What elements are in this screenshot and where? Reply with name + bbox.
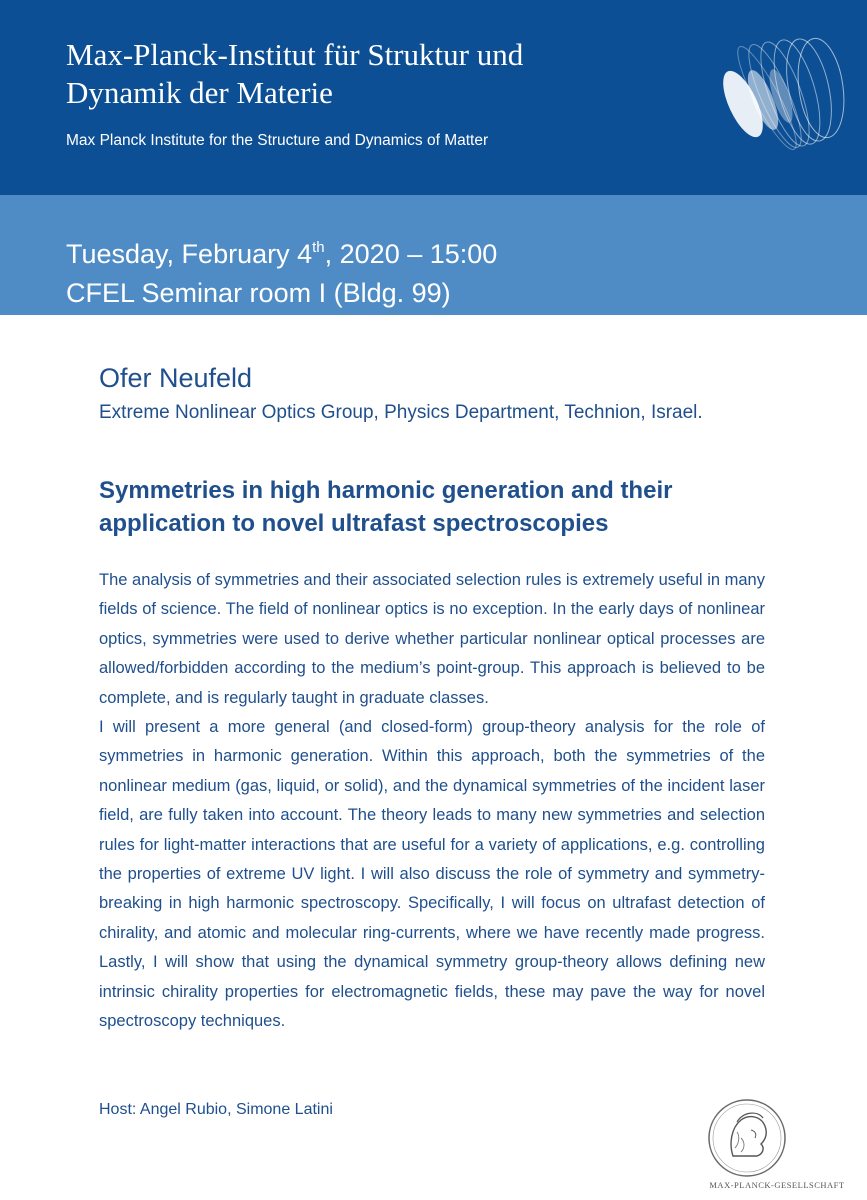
institute-name-german [66,36,666,112]
event-date-prefix: Tuesday, February 4 [66,239,313,269]
abstract-paragraph-2: I will present a more general (and closed-form) group-theory analysis for the role of symmetries in harmonic generation. Within this approach, both the symmetries of the nonlinear medium (gas, liquid, or solid), and the dynamical symmetries of the incident laser field, are fully taken into account. The theory leads to many new symmetries and selection rules for light-matter interactions that are useful for a variety of applications, e.g. controlling the properties of extreme UV light. I will also discuss the role of symmetry and symmetry-breaking in high harmonic spectroscopy. Specifically, I will focus on ultrafast detection of chirality, and atomic and molecular ring-currents, where we have recently made progress. Lastly, I will show that using the dynamical symmetry group-theory allows defining new intrinsic chirality properties for electromagnetic fields, these may pave the way for novel spectroscopy techniques. [99,718,765,1031]
talk-title: Symmetries in high harmonic generation and their application to novel ultrafast spectroscopies [99,477,673,537]
event-date-rest: , 2020 – 15:00 [324,239,498,269]
event-date-time [66,239,497,270]
society-name: MAX-PLANCK-GESELLSCHAFT [709,1180,845,1190]
institute-name-line1: Max-Planck-Institut für Struktur und [66,37,524,72]
institute-name-line2: Dynamik der Materie [66,75,333,110]
event-band [0,195,867,315]
minerva-seal-icon [707,1098,787,1178]
abstract [99,566,765,1037]
institute-name-english: Max Planck Institute for the Structure and Dynamics of Matter [66,132,489,149]
event-date-suffix: th [312,239,325,256]
speaker-name: Ofer Neufeld [99,363,253,393]
institute-header [0,0,867,195]
mpsd-ellipses-logo-icon [705,18,855,168]
abstract-paragraph-1: The analysis of symmetries and their associated selection rules is extremely useful in many fields of science. The field of nonlinear optics is no exception. In the early days of nonlinear optics, symmetries were used to derive whether particular nonlinear optical processes are allowed/forbidden according to the medium’s point-group. This approach is believed to be complete, and is regularly taught in graduate classes. [99,571,765,707]
speaker-affiliation: Extreme Nonlinear Optics Group, Physics Department, Technion, Israel. [99,402,703,423]
host-line: Host: Angel Rubio, Simone Latini [99,1101,333,1118]
event-location: CFEL Seminar room I (Bldg. 99) [66,278,451,308]
